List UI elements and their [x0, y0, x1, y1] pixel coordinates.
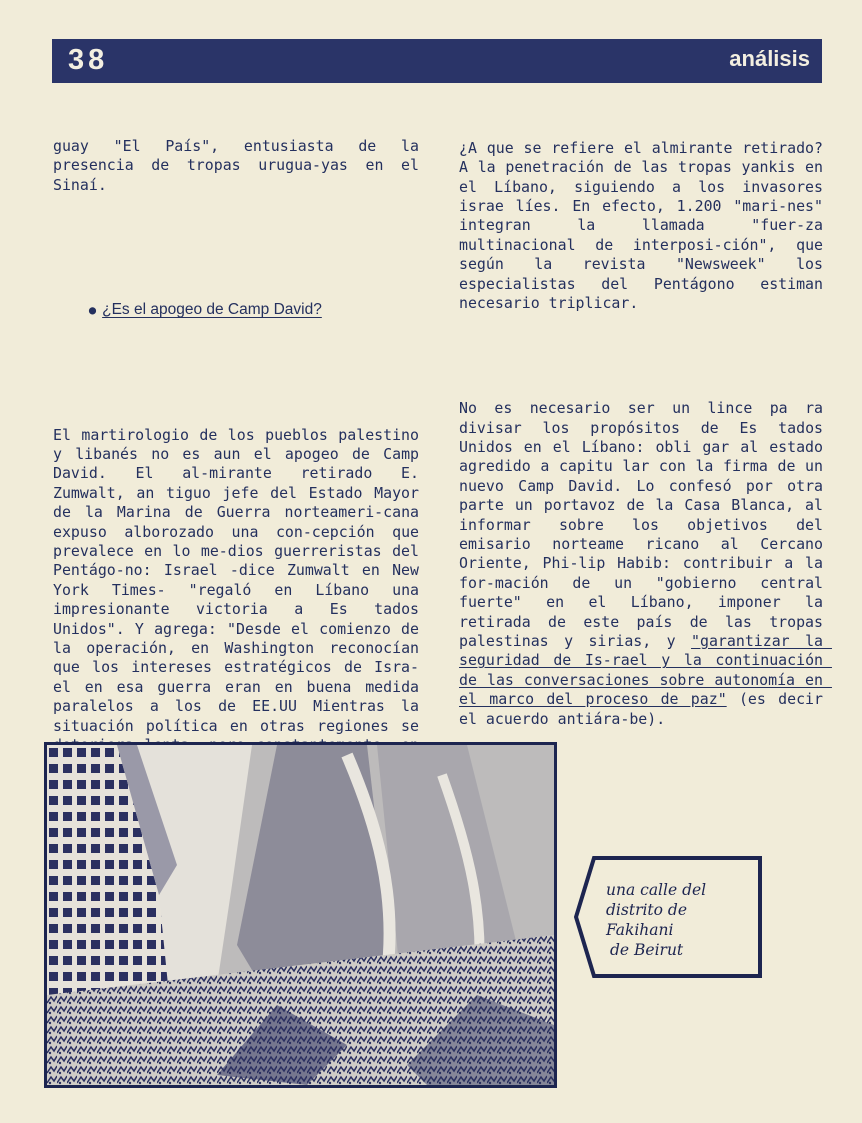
header-bar	[52, 39, 822, 83]
caption-line: de Beirut	[610, 941, 684, 959]
beirut-street-photo	[44, 742, 557, 1088]
section-title: análisis	[729, 46, 810, 71]
paragraph-2-end: (es decir el acuerdo antiára-be).	[459, 690, 832, 728]
ruined-street-image	[47, 745, 554, 1085]
caption-line: Fakihani	[606, 921, 674, 939]
subheading: ● ¿Es el apogeo de Camp David?	[88, 301, 322, 319]
caption-line: distrito de	[606, 901, 688, 919]
right-column	[459, 100, 832, 748]
bullet-icon: ●	[88, 303, 97, 318]
photo-caption	[606, 880, 756, 960]
intro-paragraph: guay "El País", entusiasta de la presencia de tropas urugua-yas en el Sinaí.	[53, 136, 428, 194]
underlined-quote: "garantizar la seguridad de Is-rael y la continuación de las conversaciones sobre autonomía en el marco del proceso de paz"	[459, 631, 832, 709]
main-paragraph: El martirologio de los pueblos palestino y libanés no es aun el apogeo de Camp David. El al-mirante retirado E. Zumwalt, an tiguo jefe del Estado Mayor de la Marina de Guerra norteameri-cana expuso alborozado una con-cepción que prevalece en lo me-dios guerreristas del Pentágo-no: Israel -dice Zumwalt en New York Times- "regaló en Líbano una impresionante victoria a Es tados Unidos". Y agrega: "Desde el comienzo de la operación, en Washington reconocían que los intereses estratégicos de Isra-el en esa guerra eran en buena medida paralelos a los de EE.UU Mientras la situación política en otras regiones se	[53, 425, 419, 735]
paragraph-1: ¿A que se refiere el almirante retirado? A la penetración de las tropas yankis en el Líbano, siguiendo a los invasores israe líes. En efecto, 1.200 "mari-nes" integran la llamada "fuer-za multinacional de interposi-ción", que según la revista "Newsweek" los especialistas del Pentágono estiman necesario triplicar.	[459, 138, 832, 313]
paragraph-2-start: No es necesario ser un lince pa ra divisar los propósitos de Es tados Unidos en el Líbano: obli gar al estado agredido a capitu lar con la firma de un nuevo Camp David. Lo confesó por otra parte un portavoz de la Casa Blanca, al informar sobre los objetivos del emisario norteame ricano al Cercano Oriente, Phi-lip Habib: contribuir a la for-mación de un "gobierno central fuerte" en el Líbano, imponer la retirada de este país de las tropas palestinas y sirias, y	[459, 399, 832, 650]
page-number: 38	[68, 44, 109, 76]
caption-line: una calle del	[606, 881, 707, 899]
left-column	[53, 98, 428, 833]
paragraph-2	[459, 399, 832, 729]
